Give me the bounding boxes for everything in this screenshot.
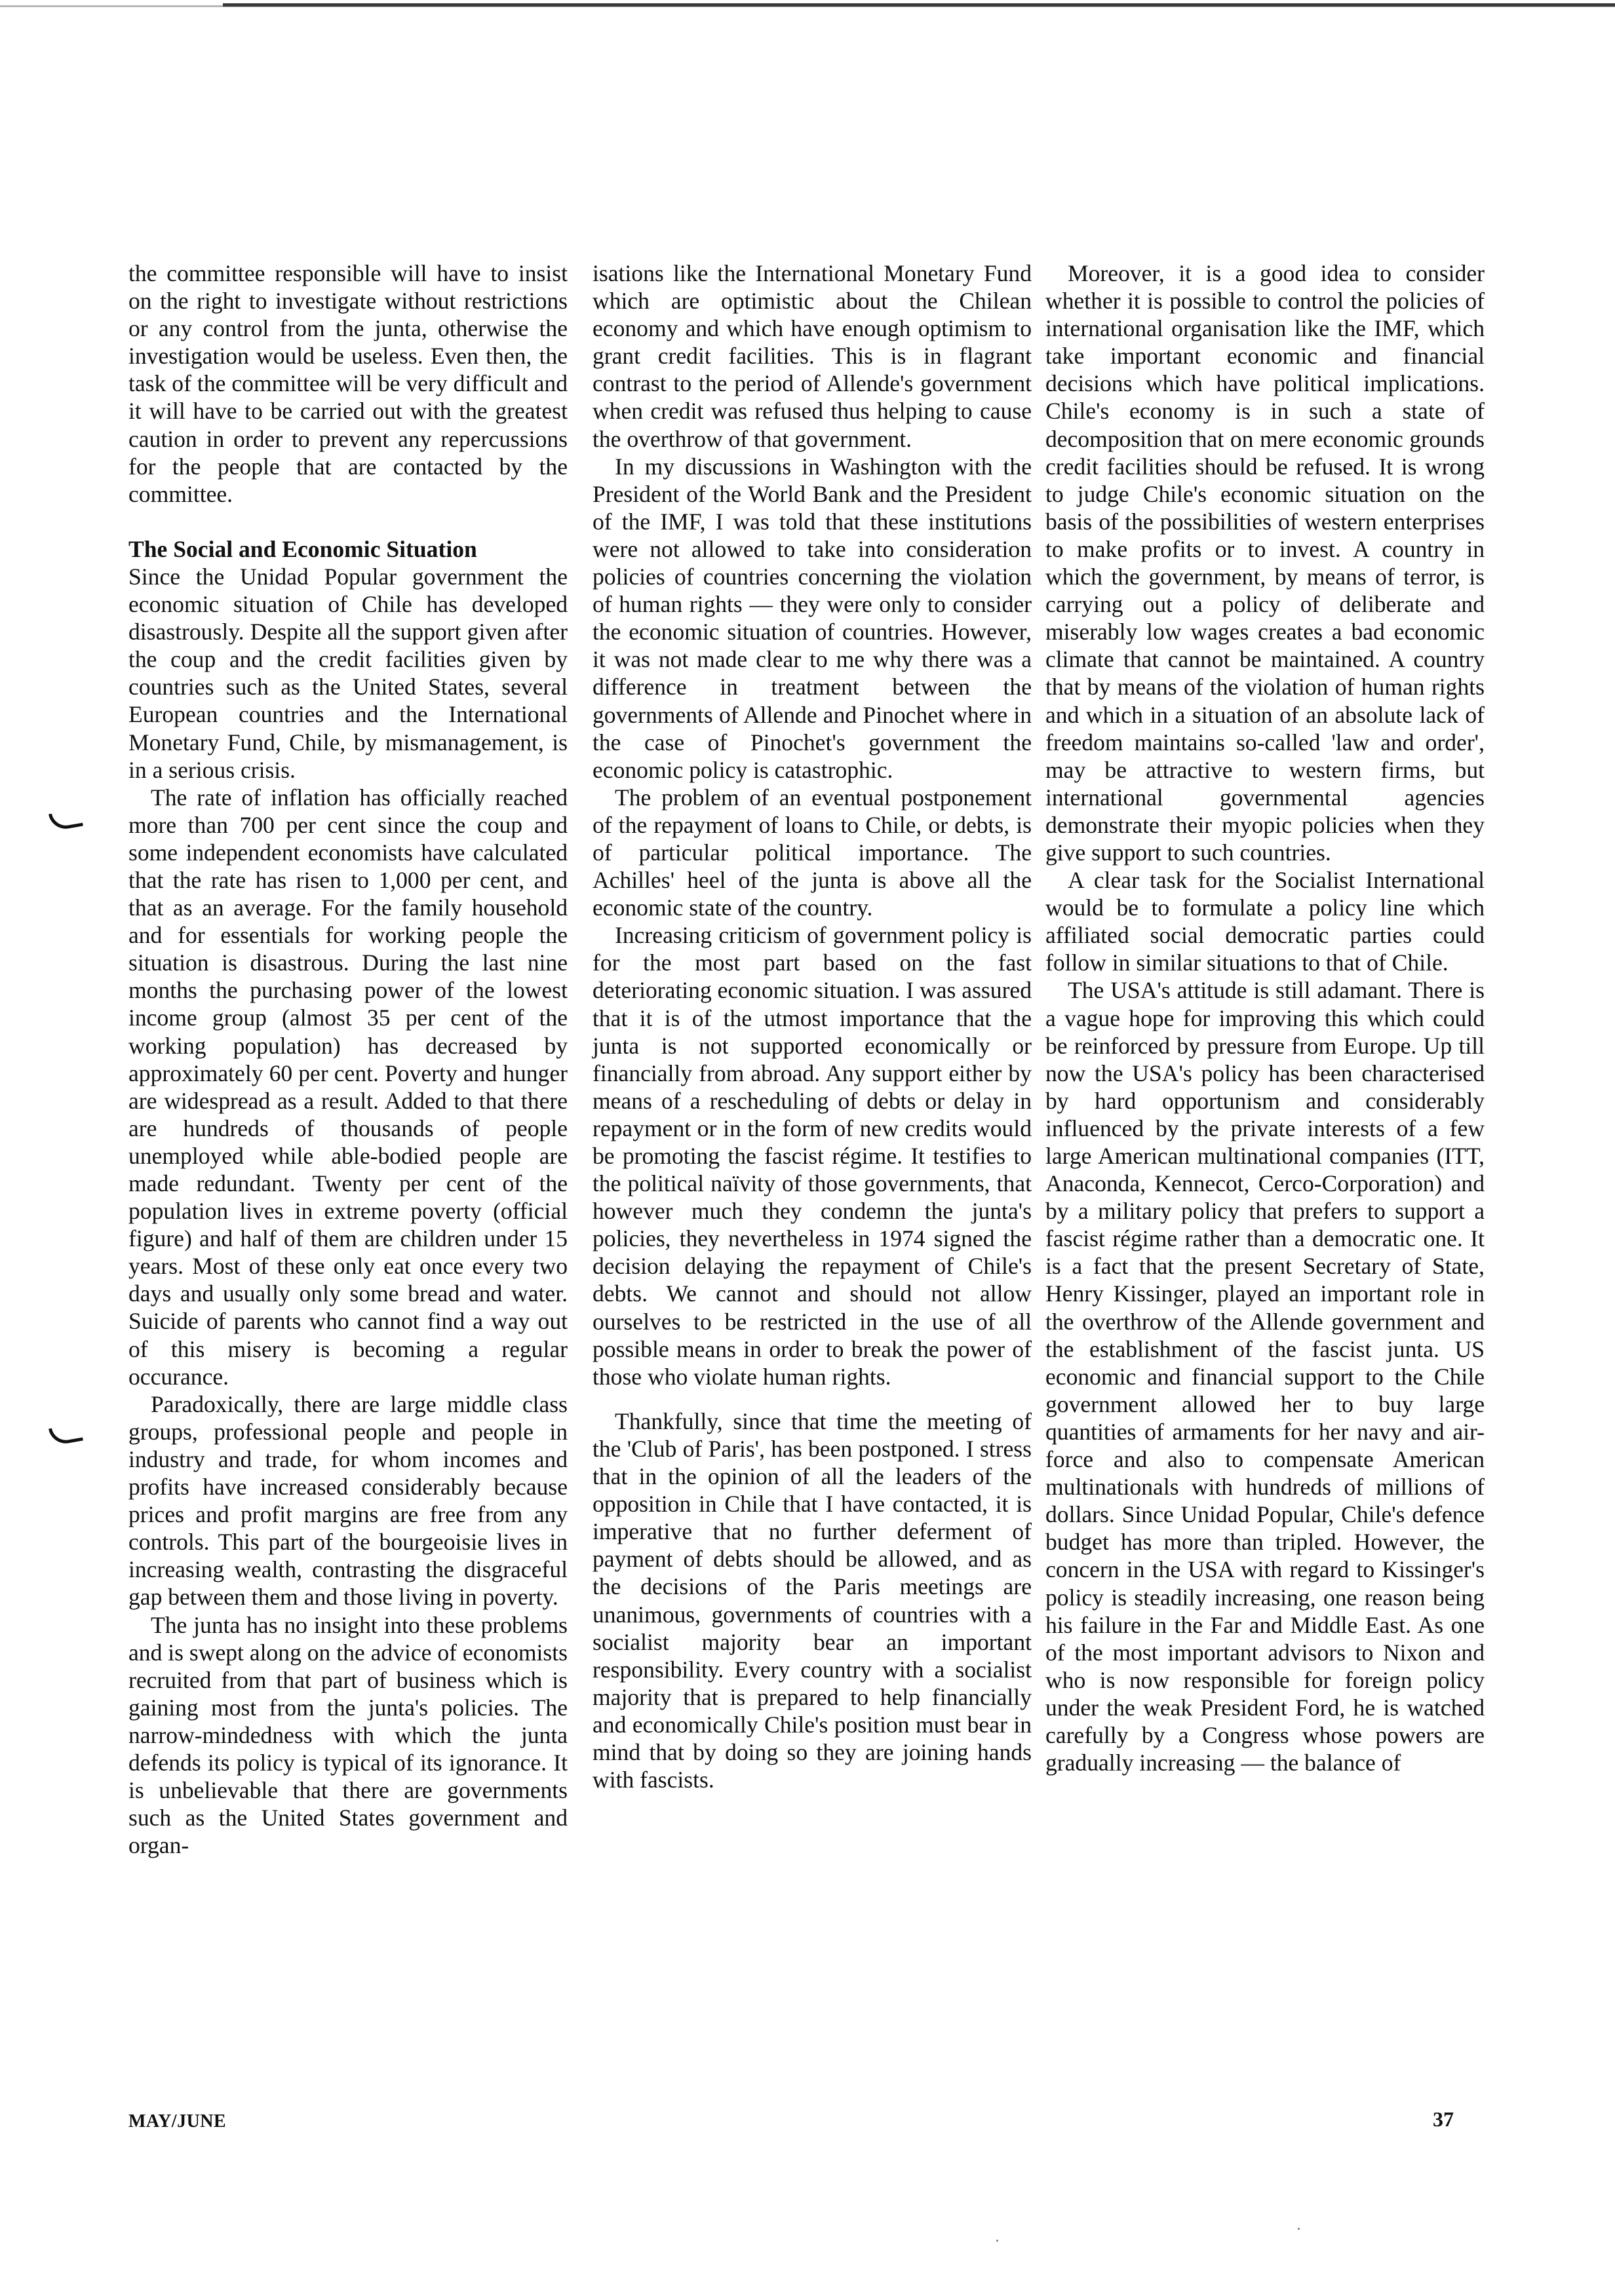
paragraph: Thankfully, since that time the meeting of the 'Club of Paris', has been postponed. I stress that in the opinion of all the leaders of the opposition in Chile that I have contacted, it is imperative that no further deferment of payment of debts should be allowed, and as the decisions of the Paris meetings are unanimous, governments of countries with a socialist majority bear an important responsibility. Every country with a socialist majority that is prepared to help financially and economically Chile's position must bear in mind that by doing so they are joining hands with fascists.: [593, 1407, 1032, 1793]
paragraph: isations like the International Monetary Fund which are optimistic about the Chilean economy and which have enough optimism to grant credit facilities. This is in flagrant contrast to the period of Allende's government when credit was refused thus helping to cause the overthrow of that government.: [593, 260, 1032, 452]
top-rule-dark: [223, 3, 1615, 7]
paragraph: The problem of an eventual postponement of the repayment of loans to Chile, or debts, is of particular political importance. The Achilles' heel of the junta is above all the economic state of the country.: [593, 784, 1032, 921]
paragraph: In my discussions in Washington with the President of the World Bank and the President of the IMF, I was told that these institutions were not allowed to take into consideration policies of countries concerning the violation of human rights — they were only to consider the economic situation of countries. However, it was not made clear to me why there was a difference in treatment between the governments of Allende and Pinochet where in the case of Pinochet's government the economic policy is catastrophic.: [593, 453, 1032, 783]
paragraph: The junta has no insight into these problems and is swept along on the advice of economists recruited from that part of business which is gaining most from the junta's policies. The narrow-mindedness with which the junta defends its policy is typical of its ignorance. It is unbelievable that there are governments such as the United States government and organ-: [128, 1611, 568, 1859]
paragraph: the committee responsible will have to insist on the right to investigate without restrictions or any control from the junta, otherwise the investigation would be useless. Even then, the task of the committee will be very difficult and it will have to be carried out with the greatest caution in order to prevent any repercussions for the people that are contacted by the committee.: [128, 260, 568, 507]
column-1: [128, 259, 568, 2094]
footer-issue: MAY/JUNE: [128, 2111, 227, 2132]
paragraph: Since the Unidad Popular government the economic situation of Chile has developed disastrously. Despite all the support given after the coup and the credit facilities given by countries such as the United States, several European countries and the International Monetary Fund, Chile, by mismanagement, is in a serious crisis.: [128, 563, 568, 783]
speck: [996, 2240, 998, 2242]
page-number: 37: [1433, 2107, 1454, 2131]
paragraph: Paradoxically, there are large middle class groups, professional people and people in industry and trade, for whom incomes and profits have increased considerably because prices and profit margins are free from any controls. This part of the bourgeoisie lives in increasing wealth, contrasting the disgraceful gap between them and those living in poverty.: [128, 1390, 568, 1611]
paragraph: Moreover, it is a good idea to consider whether it is possible to control the policies of international organisation like the IMF, which take important economic and financial decisions which have political implications. Chile's economy is in such a state of decomposition that on mere economic grounds credit facilities should be refused. It is wrong to judge Chile's economic situation on the basis of the possibilities of western enterprises to make profits or to invest. A country in which the government, by means of terror, is carrying out a policy of deliberate and miserably low wages creates a bad economic climate that cannot be maintained. A country that by means of the violation of human rights and which in a situation of an absolute lack of freedom maintains so-called 'law and order', may be attractive to western firms, but international governmental agencies demonstrate their myopic policies when they give support to such countries.: [1045, 260, 1485, 866]
section-heading: The Social and Economic Situation: [128, 535, 477, 562]
paragraph: The USA's attitude is still adamant. There is a vague hope for improving this which could be reinforced by pressure from Europe. Up till now the USA's policy has been characterised by hard opportunism and considerably influenced by the private interests of a few large American multinational companies (ITT, Anaconda, Kennecot, Cerco-Corporation) and by a military policy that prefers to support a fascist régime rather than a democratic one. It is a fact that the present Secretary of State, Henry Kissinger, played an important role in the overthrow of the Allende government and the establishment of the fascist junta. US economic and financial support to the Chile government allowed her to buy large quantities of armaments for her navy and air-force and also to compensate American multinationals with hundreds of millions of dollars. Since Unidad Popular, Chile's defence budget has more than tripled. However, the concern in the USA with regard to Kissinger's policy is steadily increasing, one reason being his failure in the Far and Middle East. As one of the most important advisors to Nixon and who is now responsible for foreign policy under the weak President Ford, he is watched carefully by a Congress whose powers are gradually increasing — the balance of: [1045, 977, 1485, 1776]
column-2: [593, 259, 1032, 2094]
paragraph: Increasing criticism of government policy is for the most part based on the fast deteriorating economic situation. I was assured that it is of the utmost importance that the junta is not supported economically or financially from abroad. Any support either by means of a rescheduling of debts or delay in repayment or in the form of new credits would be promoting the fascist régime. It testifies to the political naïvity of those governments, that however much they condemn the junta's policies, they nevertheless in 1974 signed the decision delaying the repayment of Chile's debts. We cannot and should not allow ourselves to be restricted in the use of all possible means in order to break the power of those who violate human rights.: [593, 922, 1032, 1390]
paragraph: A clear task for the Socialist International would be to formulate a policy line which affiliated social democratic parties could follow in similar situations to that of Chile.: [1045, 867, 1485, 976]
margin-mark: [49, 1423, 83, 1446]
margin-mark: [49, 809, 83, 832]
speck: [1298, 2228, 1300, 2230]
paragraph: The rate of inflation has officially reached more than 700 per cent since the coup and some independent economists have calculated that the rate has risen to 1,000 per cent, and that as an average. For the family household and for essentials for working people the situation is disastrous. During the last nine months the purchasing power of the lowest income group (almost 35 per cent of the working population) has decreased by approximately 60 per cent. Poverty and hunger are widespread as a result. Added to that there are hundreds of thousands of people unemployed while able-bodied people are made redundant. Twenty per cent of the population lives in extreme poverty (official figure) and half of them are children under 15 years. Most of these only eat once every two days and usually only some bread and water. Suicide of parents who cannot find a way out of this misery is becoming a regular occurance.: [128, 784, 568, 1390]
column-3: [1045, 259, 1485, 2094]
